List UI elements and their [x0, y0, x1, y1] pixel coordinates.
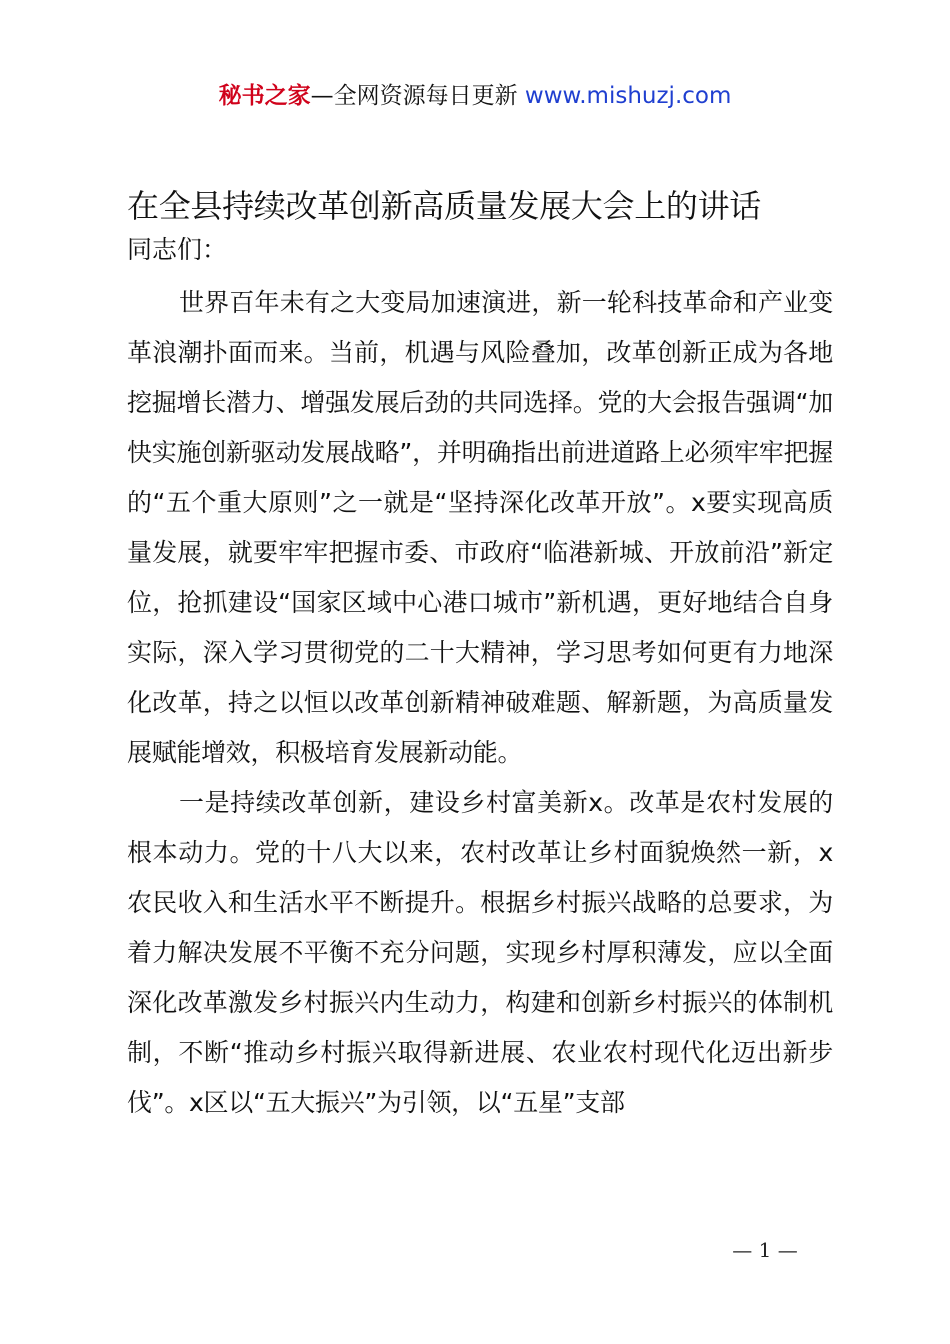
document-title: 在全县持续改革创新高质量发展大会上的讲话 — [127, 187, 762, 225]
site-banner — [0, 80, 950, 112]
paragraph-2: 一是持续改革创新，建设乡村富美新x。改革是农村发展的根本动力。党的十八大以来，农村改革让乡村面貌焕然一新，x农民收入和生活水平不断提升。根据乡村振兴战略的总要求，为着力解决发展不平衡不充分问题，实现乡村厚积薄发，应以全面深化改革激发乡村振兴内生动力，构建和创新乡村振兴的体制机制，不断“推动乡村振兴取得新进展、农业农村现代化迈出新步伐”。x区以“五大振兴”为引领，以“五星”支部 — [127, 788, 833, 1117]
paragraph-1: 世界百年未有之大变局加速演进，新一轮科技革命和产业变革浪潮扑面而来。当前，机遇与风险叠加，改革创新正成为各地挖掘增长潜力、增强发展后劲的共同选择。党的大会报告强调“加快实施创新驱动发展战略”，并明确指出前进道路上必须牢牢把握的“五个重大原则”之一就是“坚持深化改革开放”。x要实现高质量发展，就要牢牢把握市委、市政府“临港新城、开放前沿”新定位，抢抓建设“国家区域中心港口城市”新机遇，更好地结合自身实际，深入学习贯彻党的二十大精神，学习思考如何更有力地深化改革，持之以恒以改革创新精神破难题、解新题，为高质量发展赋能增效，积极培育发展新动能。 — [127, 288, 833, 767]
document-body — [127, 182, 833, 1128]
banner-website[interactable]: www.mishuzj.com — [524, 83, 732, 109]
banner-slogan: —全网资源每日更新 — [310, 83, 525, 109]
banner-brand: 秘书之家 — [218, 83, 311, 109]
page-number: — 1 — — [732, 1238, 798, 1262]
salutation: 同志们： — [127, 235, 228, 264]
